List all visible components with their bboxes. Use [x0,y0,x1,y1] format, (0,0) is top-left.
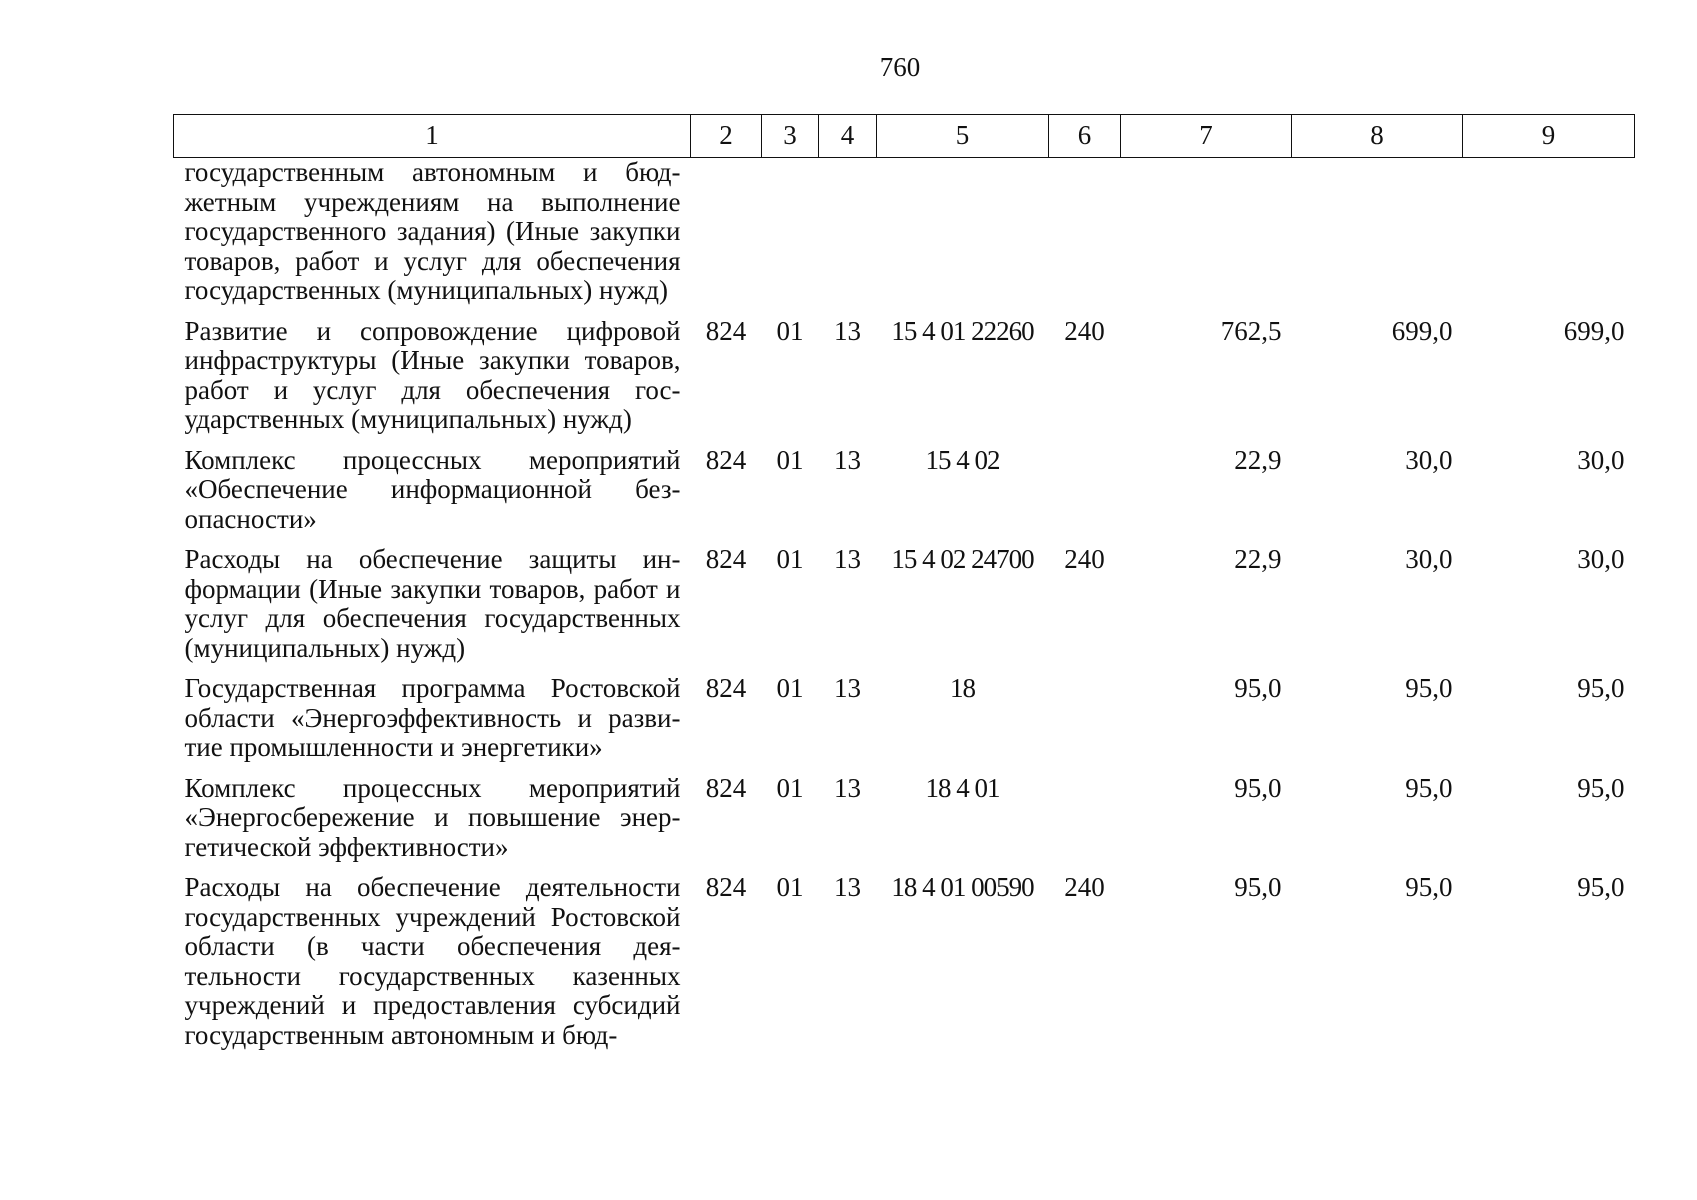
ministry-code: 824 [705,544,747,574]
amount-year-2: 95,0 [1405,772,1453,803]
row-description: государственным автономным и бюджетным учреждениям на выполнение государственного задания) (Иные закупки товаров, работ и услуг для обеспечения государственных (муниципальных) нужд) [184,157,681,305]
budget-table [173,114,1635,1061]
row-description: Комплекс процессных мероприятий «Энергосбережение и повышение энергетической эффективности» [184,772,681,862]
section-code: 01 [776,544,804,574]
amount-year-1 [1121,158,1292,317]
row-description: Государственная программа Ростовской области «Энергоэффективность и развитие промышленности и энергетики» [184,673,681,762]
column-header-7: 7 [1121,115,1292,158]
subsection-code: 13 [834,872,861,902]
target-code: 18 4 01 [925,772,1000,803]
amount-year-3: 95,0 [1577,673,1625,703]
target-code: 18 4 01 00590 [891,872,1034,902]
amount-year-2: 30,0 [1405,444,1453,475]
table-row [174,674,1635,774]
target-code [877,158,1049,317]
amount-year-3: 30,0 [1577,444,1625,475]
column-header-1: 1 [174,115,691,158]
amount-year-1: 762,5 [1220,315,1282,346]
column-header-5: 5 [877,115,1049,158]
amount-year-1: 95,0 [1234,673,1282,703]
amount-year-2: 699,0 [1391,315,1453,346]
target-code: 15 4 02 [925,444,1000,475]
amount-year-1: 22,9 [1234,544,1282,574]
row-description: Развитие и сопровождение цифровой инфраструктуры (Иные закупки товаров, работ и услуг для обеспечения государственных (муниципальных) нужд) [184,315,681,434]
expense-type-code: 240 [1064,872,1105,902]
table-row [174,317,1635,446]
target-code: 15 4 02 24700 [891,544,1034,574]
ministry-code: 824 [705,872,747,902]
subsection-code: 13 [834,444,861,475]
expense-type-code: 240 [1064,315,1105,346]
amount-year-3: 699,0 [1563,315,1625,346]
ministry-code: 824 [705,673,747,703]
column-header-6: 6 [1049,115,1121,158]
section-code: 01 [776,444,804,475]
subsection-code: 13 [834,673,861,703]
amount-year-1: 95,0 [1234,872,1282,902]
amount-year-3: 30,0 [1577,544,1625,574]
header-row [174,115,1635,158]
target-code: 15 4 01 22260 [891,315,1034,346]
amount-year-2 [1292,158,1463,317]
amount-year-2: 30,0 [1405,544,1453,574]
row-description: Расходы на обеспечение защиты информации (Иные закупки товаров, работ и услуг для обеспечения государственных (муниципальных) нужд) [184,544,681,663]
column-header-4: 4 [819,115,877,158]
table-body [174,158,1635,1062]
amount-year-1: 22,9 [1234,444,1282,475]
table-row [174,446,1635,546]
subsection-code: 13 [834,544,861,574]
row-description: Комплекс процессных мероприятий «Обеспечение информационной безопасности» [184,444,681,534]
expense-type-code: 240 [1064,544,1105,574]
ministry-code: 824 [705,444,747,475]
subsection-code [819,158,877,317]
section-code [762,158,819,317]
table-row [174,545,1635,674]
expense-type-code [1049,674,1121,774]
amount-year-2: 95,0 [1405,872,1453,902]
target-code: 18 [950,673,975,703]
table-header [174,115,1635,158]
table-row [174,774,1635,874]
table-row [174,873,1635,1061]
table-row [174,158,1635,317]
expense-type-code [1049,446,1121,546]
section-code: 01 [776,315,804,346]
amount-year-1: 95,0 [1234,772,1282,803]
amount-year-3 [1463,158,1635,317]
amount-year-2: 95,0 [1405,673,1453,703]
column-header-8: 8 [1292,115,1463,158]
ministry-code: 824 [705,315,747,346]
ministry-code: 824 [705,772,747,803]
expense-type-code [1049,158,1121,317]
section-code: 01 [776,872,804,902]
subsection-code: 13 [834,772,861,803]
row-description: Расходы на обеспечение деятельности государственных учреждений Ростовской области (в части обеспечения деятельности государственных казенных учреждений и предоставления субсидий государственным автономным и бюд- [184,872,681,1050]
amount-year-3: 95,0 [1577,772,1625,803]
ministry-code [691,158,762,317]
column-header-9: 9 [1463,115,1635,158]
column-header-3: 3 [762,115,819,158]
subsection-code: 13 [834,315,861,346]
section-code: 01 [776,673,804,703]
column-header-2: 2 [691,115,762,158]
expense-type-code [1049,774,1121,874]
amount-year-3: 95,0 [1577,872,1625,902]
page-number: 760 [879,52,921,82]
section-code: 01 [776,772,804,803]
